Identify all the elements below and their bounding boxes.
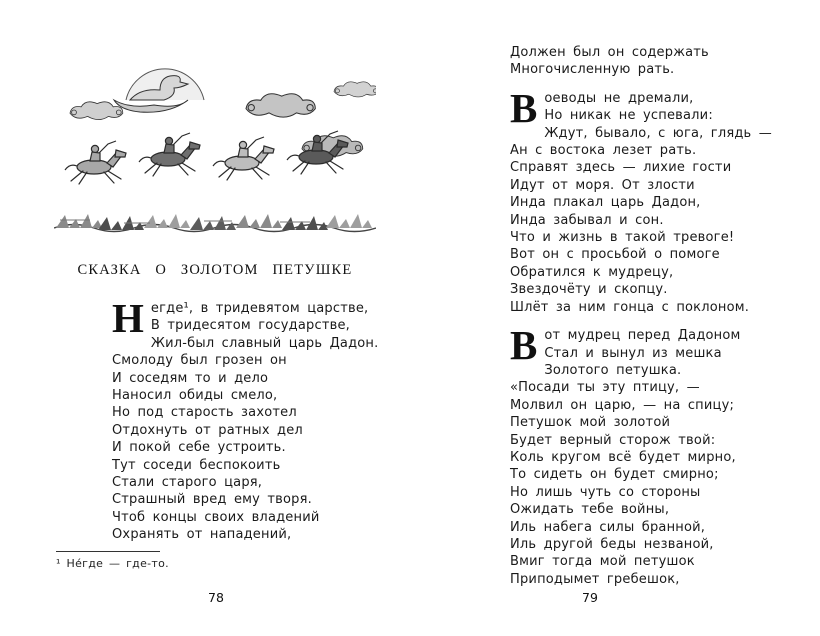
- drop-cap-v1: В: [510, 84, 538, 131]
- poem-column-right: [510, 44, 772, 599]
- poem-line: Иль другой беды незваной,: [510, 536, 714, 552]
- drop-cap-v2: В: [510, 322, 538, 369]
- poem-line: И соседям то и дело: [112, 370, 269, 386]
- poem-line: Смолоду был грозен он: [112, 353, 287, 369]
- illustration-horsemen: [54, 42, 376, 240]
- stanza-1: [112, 295, 379, 544]
- poem-line: Чтоб концы своих владений: [112, 509, 320, 525]
- poem-line: от мудрец перед Дадоном: [544, 328, 741, 344]
- poem-line: Иль набега силы бранной,: [510, 519, 706, 535]
- poem-line: Справят здесь — лихие гости: [510, 160, 732, 176]
- poem-line: Обратился к мудрецу,: [510, 264, 674, 280]
- poem-line: Стали старого царя,: [112, 475, 263, 491]
- stanza-3: [510, 322, 750, 588]
- poem-line: Золотого петушка.: [544, 362, 682, 378]
- poem-line: Отдохнуть от ратных дел: [112, 422, 303, 438]
- poem-line: Тут соседи беспокоить: [112, 457, 281, 473]
- poem-line: В тридесятом государстве,: [150, 318, 350, 334]
- poem-line: Наносил обиды смело,: [112, 388, 278, 404]
- poem-line: Но под старость захотел: [112, 405, 297, 421]
- poem-line: Жил-был славный царь Дадон.: [150, 335, 379, 351]
- poem-line: Инда плакал царь Дадон,: [510, 195, 701, 211]
- footnote-block: [56, 551, 356, 570]
- story-title: СКАЗКА О ЗОЛОТОМ ПЕТУШКЕ: [77, 262, 353, 278]
- poem-line: Коль кругом всё будет мирно,: [510, 449, 736, 465]
- poem-line: Звездочёту и скопцу.: [510, 282, 668, 298]
- poem-line: Вмиг тогда мой петушок: [510, 554, 695, 570]
- poem-line: Молвил он царю, — на спицу;: [510, 397, 735, 413]
- poem-line: Инда забывал и сон.: [510, 212, 664, 228]
- poem-line: Что и жизнь в такой тревоге!: [510, 230, 735, 246]
- poem-line: Вот он с просьбой о помоге: [510, 247, 720, 263]
- stanza-1-continuation: [510, 44, 750, 79]
- poem-line: «Посади ты эту птицу, —: [510, 380, 700, 396]
- poem-line: егде¹, в тридевятом царстве,: [150, 301, 369, 316]
- poem-line: Идут от моря. От злости: [510, 177, 695, 193]
- poem-line: Шлёт за ним гонца с поклоном.: [510, 299, 750, 315]
- poem-column-left: [112, 295, 379, 555]
- page-number-right: 79: [582, 590, 598, 605]
- poem-line: И покой себе устроить.: [112, 440, 286, 456]
- footnote-text: ¹ Не́где — где-то.: [56, 557, 169, 570]
- poem-line: Стал и вынул из мешка: [544, 345, 722, 361]
- right-page: [410, 0, 820, 636]
- stanza-2: [510, 84, 772, 316]
- page-number-left: 78: [208, 590, 224, 605]
- drop-cap-n: Н: [112, 295, 144, 341]
- footnote-rule: [56, 551, 160, 552]
- poem-line: Ждут, бывало, с юга, глядь —: [544, 125, 772, 141]
- poem-line: Но лишь чуть со стороны: [510, 484, 701, 500]
- poem-line: Многочисленную рать.: [510, 62, 675, 78]
- poem-line: Приподымет гребешок,: [510, 571, 680, 587]
- poem-line: Должен был он содержать: [510, 45, 709, 60]
- poem-line: Но никак не успевали:: [544, 108, 713, 124]
- poem-line: Ожидать тебе войны,: [510, 502, 670, 518]
- poem-line: То сидеть он будет смирно;: [510, 467, 719, 483]
- poem-line: Охранять от нападений,: [112, 527, 292, 543]
- poem-line: Петушок мой золотой: [510, 415, 671, 431]
- poem-line: Ан с востока лезет рать.: [510, 143, 697, 159]
- poem-line: Будет верный сторож твой:: [510, 432, 716, 448]
- poem-line: Страшный вред ему творя.: [112, 492, 312, 508]
- poem-line: оеводы не дремали,: [544, 90, 694, 106]
